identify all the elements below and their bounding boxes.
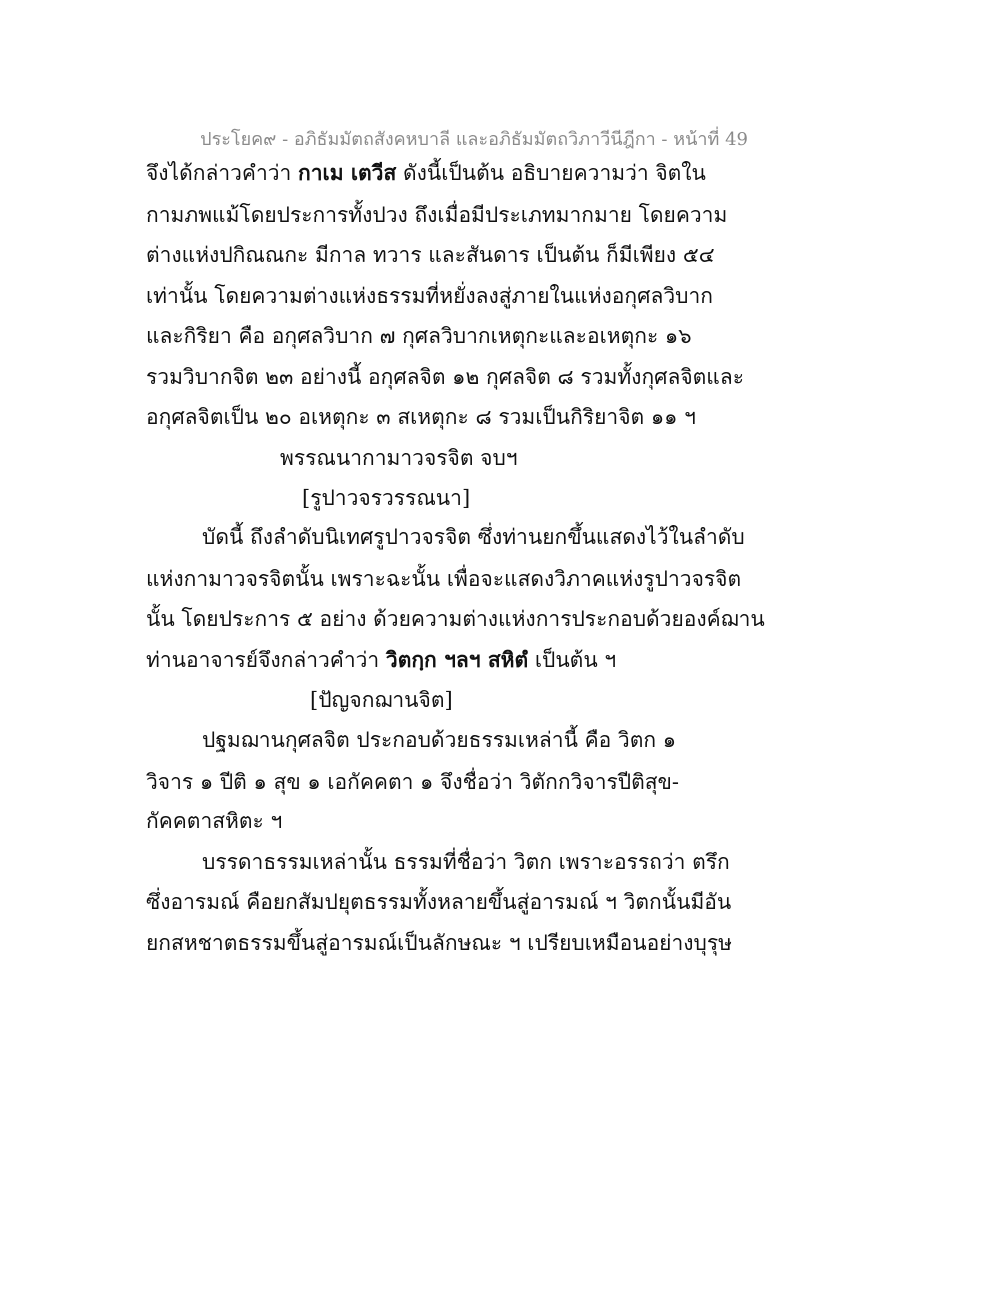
paragraph-1-line-6: รวมวิบากจิต ๒๓ อย่างนี้ อกุศลจิต ๑๒ กุศลจิต ๘ รวมทั้งกุศลจิตและ <box>146 365 744 389</box>
pali-term: วิตกฺก ฯลฯ สหิตํ <box>385 647 529 672</box>
paragraph-1-line-4: เท่านั้น โดยความต่างแห่งธรรมที่หยั่งลงสู่ภายในแห่งอกุศลวิบาก <box>146 284 713 308</box>
paragraph-3-line-3: กัคคตาสหิตะ ฯ <box>146 809 283 833</box>
pali-term: กาเม เตวีส <box>298 160 397 185</box>
text-segment: ท่านอาจารย์จึงกล่าวคำว่า <box>146 648 386 672</box>
paragraph-2-line-3: นั้น โดยประการ ๕ อย่าง ด้วยความต่างแห่งการประกอบด้วยองค์ฌาน <box>146 607 765 631</box>
paragraph-1-line-5: และกิริยา คือ อกุศลวิบาก ๗ กุศลวิบากเหตุกะและอเหตุกะ ๑๖ <box>146 324 692 348</box>
text-segment: เป็นต้น ฯ <box>528 648 617 672</box>
section-heading: [รูปาวจรวรรณนา] <box>302 486 471 510</box>
paragraph-4-line-2: ซึ่งอารมณ์ คือยกสัมปยุตธรรมทั้งหลายขึ้นสู่อารมณ์ ฯ วิตกนั้นมีอัน <box>146 890 732 914</box>
subheading: [ปัญจกฌานจิต] <box>310 688 453 712</box>
text-segment: จึงได้กล่าวคำว่า <box>146 161 299 185</box>
paragraph-1-line-7: อกุศลจิตเป็น ๒๐ อเหตุกะ ๓ สเหตุกะ ๘ รวมเป็นกิริยาจิต ๑๑ ฯ <box>146 405 696 429</box>
paragraph-3-line-2: วิจาร ๑ ปีติ ๑ สุข ๑ เอกัคคตา ๑ จึงชื่อว่า วิตักกวิจารปีติสุข- <box>146 770 680 794</box>
paragraph-4-line-1: บรรดาธรรมเหล่านั้น ธรรมที่ชื่อว่า วิตก เพราะอรรถว่า ตรึก <box>202 850 730 874</box>
paragraph-1-line-3: ต่างแห่งปกิณณกะ มีกาล ทวาร และสันดาร เป็นต้น ก็มีเพียง ๕๔ <box>146 243 715 267</box>
paragraph-2-line-4 <box>146 645 616 675</box>
paragraph-3-line-1: ปฐมฌานกุศลจิต ประกอบด้วยธรรมเหล่านี้ คือ วิตก ๑ <box>202 728 677 752</box>
running-header: ประโยค๙ - อภิธัมมัตถสังคหบาลี และอภิธัมมัตถวิภาวีนีฎีกา - หน้าที่ 49 <box>200 129 748 150</box>
paragraph-1-line-2: กามภพแม้โดยประการทั้งปวง ถึงเมื่อมีประเภทมากมาย โดยความ <box>146 203 728 227</box>
paragraph-2-line-2: แห่งกามาวจรจิตนั้น เพราะฉะนั้น เพื่อจะแสดงวิภาคแห่งรูปาวจรจิต <box>146 567 742 591</box>
end-note: พรรณนากามาวจรจิต จบฯ <box>280 446 518 470</box>
paragraph-1-line-1 <box>146 158 706 188</box>
paragraph-4-line-3: ยกสหชาตธรรมขึ้นสู่อารมณ์เป็นลักษณะ ฯ เปรียบเหมือนอย่างบุรุษ <box>146 931 732 955</box>
text-segment: ดังนี้เป็นต้น อธิบายความว่า จิตใน <box>396 161 706 185</box>
paragraph-2-line-1: บัดนี้ ถึงลำดับนิเทศรูปาวจรจิต ซึ่งท่านยกขึ้นแสดงไว้ในลำดับ <box>202 525 745 549</box>
